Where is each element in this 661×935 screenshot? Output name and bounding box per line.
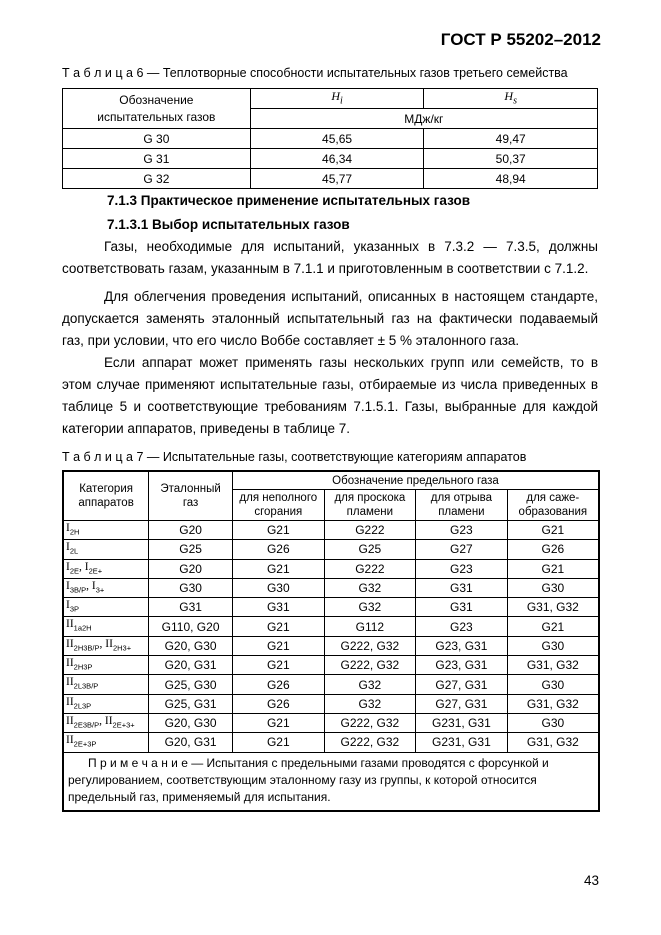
category-base: I (84, 560, 89, 573)
flashback-cell: G222, G32 (324, 733, 416, 752)
table7-header-liftoff (416, 490, 508, 521)
flashback-line2: пламени (346, 506, 394, 518)
paragraph-1-text: Газы, необходимые для испытаний, указанных в 7.3.2 — 7.3.5, должны соответствовать газам, указанным в 7.1.1 и приготовленным в соответствии с 7.1.2. (62, 239, 598, 276)
table7-header-category (63, 471, 149, 521)
category-base: I (66, 522, 70, 534)
reference-gas-cell: G110, G20 (149, 617, 233, 636)
note-prefix: П р и м е ч а н и е (88, 755, 188, 770)
incomplete-combustion-cell: G21 (232, 636, 324, 655)
designation-line2: испытательных газов (97, 109, 216, 124)
sooting-cell: G30 (507, 636, 599, 655)
table-row (63, 733, 599, 752)
gas-designation-cell: G 32 (63, 169, 251, 189)
flashback-cell: G32 (324, 675, 416, 694)
table7-header-flashback (324, 490, 416, 521)
table-row (63, 559, 599, 578)
incomplete-combustion-cell: G31 (232, 598, 324, 617)
flame-lift-cell: G27, G31 (416, 694, 508, 713)
paragraph-2-text: Для облегчения проведения испытаний, описанных в настоящем стандарте, допускается заменять эталонный испытательный газ на фактически подаваемый газ, при условии, что его число Воббе составляет ± 5 % эталонного газа. (62, 289, 598, 348)
hi-value-cell: 45,77 (250, 169, 424, 189)
flashback-cell: G222, G32 (324, 636, 416, 655)
reference-gas-cell: G20, G31 (149, 733, 233, 752)
category-separator: , (99, 714, 105, 727)
hs-value-cell: 49,47 (424, 129, 598, 149)
category-subscript: 1a2H (73, 623, 92, 633)
sooting-cell: G30 (507, 578, 599, 597)
category-subscript: 2H3B/P (73, 643, 100, 653)
category-cell (63, 713, 149, 732)
table7-header-limit-group: Обозначение предельного газа (232, 471, 599, 490)
soot-line1: для саже- (526, 492, 580, 504)
paragraph-3 (62, 352, 598, 440)
category-cell (63, 733, 149, 752)
category-subscript: 2L (69, 546, 79, 556)
flashback-cell: G222, G32 (324, 713, 416, 732)
category-subscript: 2E (69, 565, 80, 575)
category-cell (63, 521, 149, 540)
hi-value-cell: 45,65 (250, 129, 424, 149)
flashback-cell: G112 (324, 617, 416, 636)
category-base: II (105, 637, 113, 650)
incomplete-combustion-cell: G21 (232, 521, 324, 540)
incomplete-combustion-cell: G26 (232, 675, 324, 694)
category-cell (63, 559, 149, 578)
hi-value-cell: 46,34 (250, 149, 424, 169)
category-base: I (66, 560, 70, 573)
table-row (63, 675, 599, 694)
table7-header-soot (507, 490, 599, 521)
sooting-cell: G21 (507, 521, 599, 540)
category-base: II (104, 714, 113, 727)
category-subscript: 2E3B/P (73, 720, 100, 730)
table-row (63, 713, 599, 732)
category-line1: Категория (79, 483, 133, 495)
category-cell (63, 598, 149, 617)
table6-unit: МДж/кг (250, 109, 597, 129)
category-separator: , (79, 560, 85, 573)
table7-note (63, 752, 599, 811)
category-cell (63, 617, 149, 636)
section-7-1-3-1-heading: 7.1.3.1 Выбор испытательных газов (107, 217, 350, 232)
flame-lift-cell: G23 (416, 617, 508, 636)
incomplete-combustion-cell: G21 (232, 656, 324, 675)
category-subscript: 2H (69, 527, 80, 537)
table-row (63, 617, 599, 636)
incomplete-line2: сгорания (254, 506, 303, 518)
hs-value-cell: 50,37 (424, 149, 598, 169)
category-subscript: 2L3B/P (73, 681, 99, 691)
table-row (63, 656, 599, 675)
category-cell (63, 675, 149, 694)
flame-lift-cell: G23 (416, 521, 508, 540)
category-subscript: 2E+3P (73, 739, 97, 749)
table7-header-incomplete (232, 490, 324, 521)
reference-gas-cell: G20, G30 (149, 713, 233, 732)
flame-lift-cell: G31 (416, 598, 508, 617)
flame-lift-cell: G27, G31 (416, 675, 508, 694)
sooting-cell: G31, G32 (507, 733, 599, 752)
sooting-cell: G21 (507, 559, 599, 578)
category-subscript: 2H3P (73, 662, 93, 672)
category-base: I (66, 579, 70, 592)
table7 (62, 470, 600, 812)
table-row (63, 149, 598, 169)
paragraph-2 (62, 286, 598, 352)
sooting-cell: G31, G32 (507, 694, 599, 713)
category-base: II (66, 676, 74, 689)
page-number: 43 (583, 873, 599, 888)
incomplete-combustion-cell: G21 (232, 733, 324, 752)
category-cell (63, 656, 149, 675)
flame-lift-cell: G31 (416, 578, 508, 597)
reference-gas-cell: G31 (149, 598, 233, 617)
flashback-cell: G32 (324, 694, 416, 713)
category-base: II (66, 734, 74, 747)
table7-caption-prefix: Т а б л и ц а 7 (62, 450, 144, 464)
table-row (63, 521, 599, 540)
flashback-cell: G25 (324, 540, 416, 559)
incomplete-line1: для неполного (239, 492, 318, 504)
table6-header-hs (424, 89, 598, 109)
paragraph-3-text: Если аппарат может применять газы нескольких групп или семейств, то в этом случае применяют испытательные газы, отбираемые из числа приведенных в таблице 5 и соответствующие требованиям 7.1.5.1. Газы, выбранные для каждой категории аппаратов, приведены в таблице 7. (62, 355, 598, 436)
reference-gas-cell: G20 (149, 521, 233, 540)
liftoff-line2: пламени (438, 506, 485, 518)
table7-header-reference (149, 471, 233, 521)
category-separator: , (99, 637, 106, 650)
reference-gas-cell: G20, G31 (149, 656, 233, 675)
incomplete-combustion-cell: G21 (232, 617, 324, 636)
category-base: I (66, 541, 70, 554)
category-subscript: 2E+ (88, 565, 103, 575)
category-base: II (66, 637, 74, 650)
category-subscript: 3P (69, 604, 80, 614)
category-base: II (66, 714, 74, 727)
flame-lift-cell: G27 (416, 540, 508, 559)
gas-designation-cell: G 30 (63, 129, 251, 149)
incomplete-combustion-cell: G26 (232, 540, 324, 559)
document-header: ГОСТ Р 55202–2012 (440, 30, 601, 49)
category-subscript: 2H3+ (112, 643, 132, 653)
flashback-cell: G222, G32 (324, 656, 416, 675)
note-text: — Испытания с предельными газами проводятся с форсункой и регулированием, соответствующим эталонному газу из группы, к которой относится предельный газ, применяемый для испытания. (68, 755, 549, 804)
category-subscript: 2E+3+ (112, 720, 135, 730)
reference-line1: Эталонный (160, 483, 221, 495)
table-row (63, 694, 599, 713)
category-base: II (66, 618, 74, 631)
flashback-cell: G222 (324, 521, 416, 540)
flashback-cell: G32 (324, 578, 416, 597)
category-subscript: 3B/P (69, 585, 87, 595)
reference-gas-cell: G20 (149, 559, 233, 578)
hs-symbol: H (504, 89, 514, 103)
reference-gas-cell: G25, G30 (149, 675, 233, 694)
table6-header-hi (250, 89, 424, 109)
flame-lift-cell: G23 (416, 559, 508, 578)
flame-lift-cell: G231, G31 (416, 733, 508, 752)
sooting-cell: G30 (507, 713, 599, 732)
table7-caption-text: — Испытательные газы, соответствующие категориям аппаратов (143, 450, 527, 464)
category-cell (63, 694, 149, 713)
reference-gas-cell: G30 (149, 578, 233, 597)
category-base: I (91, 579, 96, 592)
gas-designation-cell: G 31 (63, 149, 251, 169)
category-subscript: 2L3P (73, 700, 92, 710)
table6 (62, 88, 598, 189)
table-row (63, 169, 598, 189)
sooting-cell: G26 (507, 540, 599, 559)
table-row (63, 129, 598, 149)
incomplete-combustion-cell: G21 (232, 559, 324, 578)
incomplete-combustion-cell: G30 (232, 578, 324, 597)
hs-value-cell: 48,94 (424, 169, 598, 189)
sooting-cell: G30 (507, 675, 599, 694)
flashback-cell: G32 (324, 598, 416, 617)
designation-line1: Обозначение (119, 92, 194, 107)
category-cell (63, 540, 149, 559)
category-base: II (66, 657, 74, 670)
category-cell (63, 636, 149, 655)
table-row (63, 636, 599, 655)
category-base: II (66, 695, 74, 708)
table6-header-designation (63, 89, 251, 129)
sooting-cell: G31, G32 (507, 598, 599, 617)
sooting-cell: G31, G32 (507, 656, 599, 675)
reference-line2: газ (182, 497, 199, 509)
incomplete-combustion-cell: G26 (232, 694, 324, 713)
table6-caption-prefix: Т а б л и ц а 6 (62, 66, 144, 80)
sooting-cell: G21 (507, 617, 599, 636)
table-row (63, 598, 599, 617)
hs-subscript: s (513, 95, 517, 107)
category-cell (63, 578, 149, 597)
paragraph-1 (62, 236, 598, 280)
table7-caption (62, 450, 526, 464)
flame-lift-cell: G23, G31 (416, 636, 508, 655)
table6-caption (62, 66, 568, 80)
section-7-1-3-heading: 7.1.3 Практическое применение испытательных газов (107, 193, 470, 208)
category-line2: аппаратов (78, 497, 134, 509)
liftoff-line1: для отрыва (430, 492, 493, 504)
table6-caption-text: — Теплотворные способности испытательных газов третьего семейства (143, 66, 568, 80)
hi-symbol: H (331, 89, 340, 103)
flame-lift-cell: G23, G31 (416, 656, 508, 675)
category-base: I (66, 599, 70, 612)
table-row (63, 540, 599, 559)
hi-subscript: i (339, 95, 343, 107)
flame-lift-cell: G231, G31 (416, 713, 508, 732)
reference-gas-cell: G25 (149, 540, 233, 559)
table-row (63, 578, 599, 597)
incomplete-combustion-cell: G21 (232, 713, 324, 732)
reference-gas-cell: G20, G30 (149, 636, 233, 655)
soot-line2: образования (518, 506, 588, 518)
category-separator: , (86, 579, 92, 592)
flashback-line1: для проскока (334, 492, 406, 504)
flashback-cell: G222 (324, 559, 416, 578)
reference-gas-cell: G25, G31 (149, 694, 233, 713)
category-subscript: 3+ (95, 585, 105, 595)
